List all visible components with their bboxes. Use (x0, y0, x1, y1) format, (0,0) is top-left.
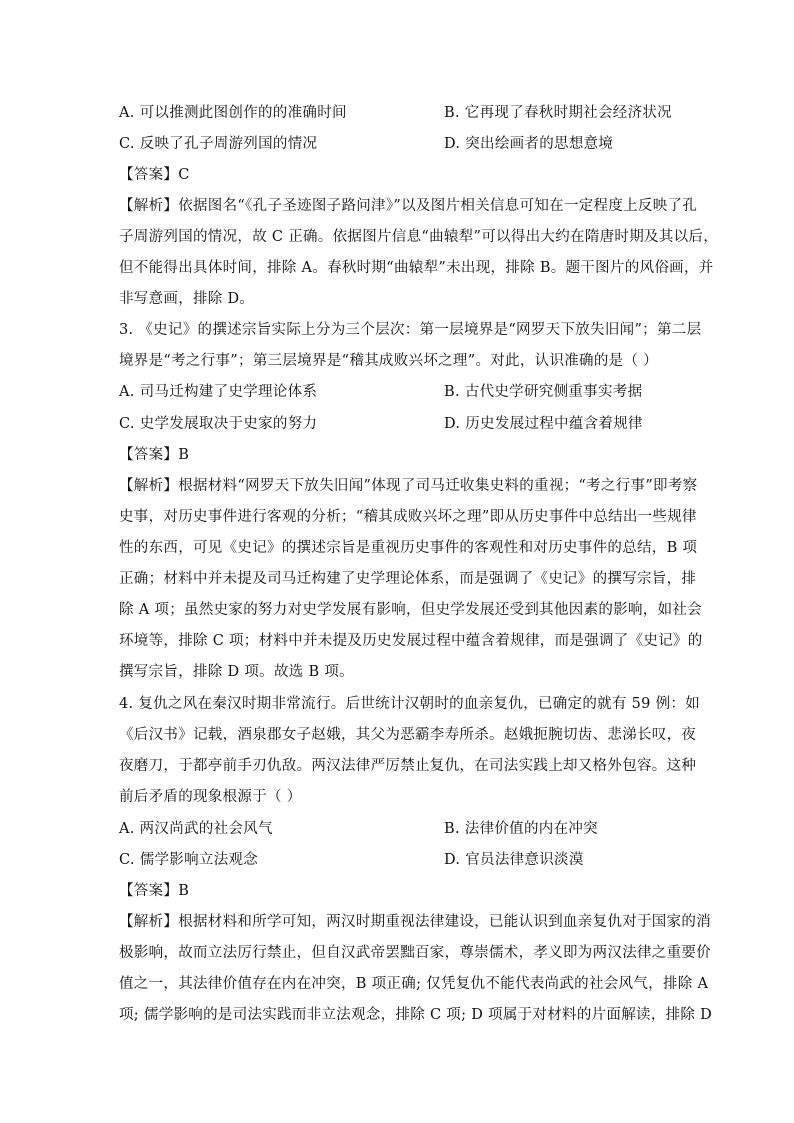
q4-analysis-line: 项; 儒学影响的是司法实践而非立法观念，排除 C 项; D 项属于对材料的片面解读，排除 D (119, 1007, 713, 1023)
q2-analysis-line: 非写意画，排除 D。 (119, 291, 255, 307)
q3-option-c: C. 史学发展取决于史家的努力 (119, 416, 318, 432)
q2-analysis-line: 但不能得出具体时间，排除 A。春秋时期“曲辕犁”未出现，排除 B。题干图片的风俗画，并 (119, 260, 714, 276)
q3-analysis-line: 正确；材料中并未提及司马迁构建了史学理论体系，而是强调了《史记》的撰写宗旨，排 (119, 571, 697, 587)
q3-analysis-line: 撰写宗旨，排除 D 项。故选 B 项。 (119, 664, 354, 680)
q2-analysis-line: 【解析】依据图名“《孔子圣迹图子路问津》”以及图片相关信息可知在一定程度上反映了孔 (119, 198, 698, 214)
q3-analysis-line: 【解析】根据材料“网罗天下放失旧闻”体现了司马迁收集史料的重视；“考之行事”即考察 (119, 478, 698, 494)
q4-stem-line: 4. 复仇之风在秦汉时期非常流行。后世统计汉朝时的血亲复仇，已确定的就有 59 例：如 (119, 696, 701, 712)
q4-option-d: D. 官员法律意识淡漠 (444, 852, 584, 868)
q2-option-a: A. 可以推测此图创作的的准确时间 (119, 105, 347, 121)
q3-option-d: D. 历史发展过程中蕴含着规律 (444, 416, 643, 432)
q2-answer: 【答案】C (119, 167, 190, 183)
q4-analysis-line: 极影响，故而立法厉行禁止，但自汉武帝罢黜百家，尊崇儒术，孝义即为两汉法律之重要价 (119, 945, 711, 961)
q4-analysis-line: 【解析】根据材料和所学可知，两汉时期重视法律建设，已能认识到血亲复仇对于国家的消 (119, 914, 711, 930)
q4-option-a: A. 两汉尚武的社会风气 (119, 821, 273, 837)
q3-stem-line: 境界是“考之行事”；第三层境界是“稽其成败兴坏之理”。对此，认识准确的是（ ） (119, 353, 658, 369)
q4-stem-line: 《后汉书》记载，酒泉郡女子赵娥，其父为恶霸李寿所杀。赵娥扼腕切齿、悲涕长叹，夜 (119, 727, 697, 743)
q4-stem-line: 前后矛盾的现象根源于（ ） (119, 789, 302, 805)
q4-stem-line: 夜磨刀，于都亭前手刃仇敌。两汉法律严厉禁止复仇，在司法实践上却又格外包容。这种 (119, 758, 697, 774)
q3-option-a: A. 司马迁构建了史学理论体系 (119, 384, 318, 400)
q3-answer: 【答案】B (119, 447, 190, 463)
q3-analysis-line: 史事，对历史事件进行客观的分析；“稽其成败兴坏之理”即从历史事件中总结出一些规律 (119, 509, 697, 525)
q4-answer: 【答案】B (119, 883, 190, 899)
q2-option-c: C. 反映了孔子周游列国的情况 (119, 136, 318, 152)
q4-option-b: B. 法律价值的内在冲突 (444, 821, 598, 837)
q2-analysis-line: 子周游列国的情况，故 C 正确。依据图片信息“曲辕犁”可以得出大约在隋唐时期及其以后， (119, 229, 719, 245)
q3-analysis-line: 除 A 项；虽然史家的努力对史学发展有影响，但史学发展还受到其他因素的影响，如社会 (119, 602, 702, 618)
q4-option-c: C. 儒学影响立法观念 (119, 852, 259, 868)
q3-stem-line: 3. 《史记》的撰述宗旨实际上分为三个层次：第一层境界是“网罗天下放失旧闻”；第二层 (119, 322, 702, 338)
q4-analysis-line: 值之一，其法律价值存在内在冲突，B 项正确; 仅凭复仇不能代表尚武的社会风气，排除 A (119, 976, 709, 992)
q2-option-d: D. 突出绘画者的思想意境 (444, 136, 614, 152)
q3-analysis-line: 环境等，排除 C 项；材料中并未提及历史发展过程中蕴含着规律，而是强调了《史记》的 (119, 633, 703, 649)
q2-option-b: B. 它再现了春秋时期社会经济状况 (444, 105, 672, 121)
q3-option-b: B. 古代史学研究侧重事实考据 (444, 384, 643, 400)
q3-analysis-line: 性的东西，可见《史记》的撰述宗旨是重视历史事件的客观性和对历史事件的总结，B 项 (119, 540, 698, 556)
